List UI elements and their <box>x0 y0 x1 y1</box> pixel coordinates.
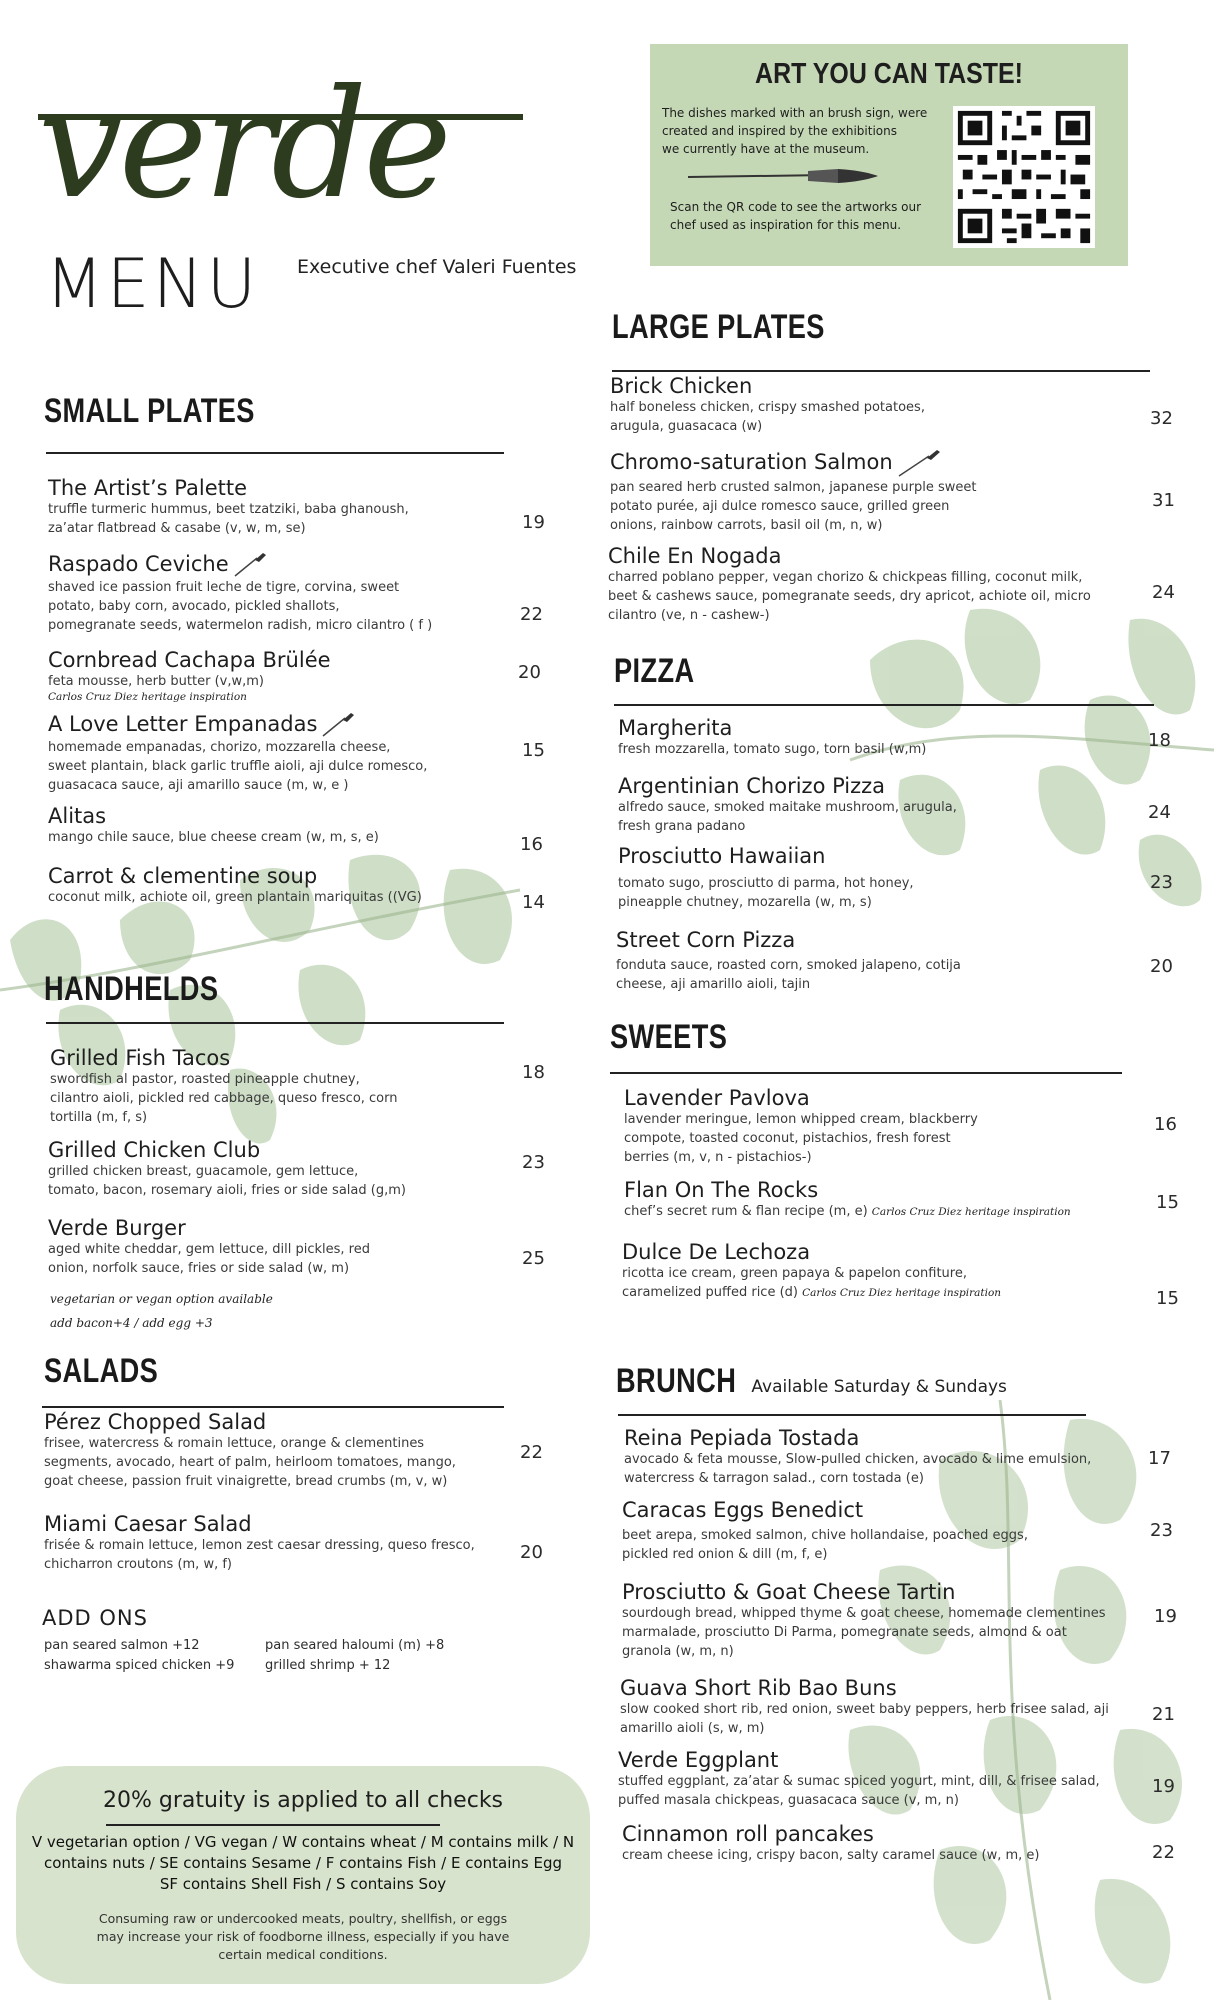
add-bacon-egg-note: add bacon+4 / add egg +3 <box>50 1316 213 1330</box>
menu-item: Alitas mango chile sauce, blue cheese cream (w, m, s, e) <box>48 804 379 845</box>
item-price: 16 <box>520 834 543 855</box>
item-price: 21 <box>1152 1704 1175 1725</box>
menu-item: Grilled Chicken Club grilled chicken breast, guacamole, gem lettuce, tomato, bacon, rosemary aioli, fries or side salad (g,m) <box>48 1138 406 1198</box>
menu-item: Prosciutto & Goat Cheese Tartin sourdough bread, whipped thyme & goat cheese, homemade clementines marmalade, prosciutto Di Parma, pomegranate seeds, almond & oat granola (w, m, n) <box>622 1580 1106 1659</box>
gratuity-rule <box>106 1824 440 1826</box>
addons-list-left: pan seared salmon +12 shawarma spiced chicken +9 <box>44 1638 235 1673</box>
item-price: 20 <box>520 1542 543 1563</box>
item-price: 22 <box>520 1442 543 1463</box>
pizza-rule <box>614 704 1154 706</box>
item-price: 32 <box>1150 408 1173 429</box>
sweets-rule <box>610 1072 1122 1074</box>
addons-heading: ADD ONS <box>42 1606 148 1630</box>
pizza-heading: PIZZA <box>614 652 695 690</box>
menu-item: Prosciutto Hawaiian tomato sugo, prosciutto di parma, hot honey, pineapple chutney, mozarella (w, m, s) <box>618 844 914 910</box>
item-price: 22 <box>1152 1842 1175 1863</box>
menu-item: Miami Caesar Salad frisée & romain lettuce, lemon zest caesar dressing, queso fresco, chicharron croutons (m, w, f) <box>44 1512 475 1572</box>
menu-item: Margherita fresh mozzarella, tomato sugo, torn basil (w,m) <box>618 716 927 757</box>
item-price: 15 <box>1156 1192 1179 1213</box>
menu-item: Pérez Chopped Salad frisee, watercress & romain lettuce, orange & clementines segments, avocado, heart of palm, heirloom tomatoes, mango, goat cheese, passion fruit vinaigrette, bread crumbs (m, v, w) <box>44 1410 456 1489</box>
brunch-header <box>616 1362 1007 1401</box>
item-price: 22 <box>520 604 543 625</box>
menu-item: Caracas Eggs Benedict beet arepa, smoked salmon, chive hollandaise, poached eggs, pickled red onion & dill (m, f, e) <box>622 1498 1028 1562</box>
menu-item: Chromo-saturation Salmon pan seared herb crusted salmon, japanese purple sweet potato purée, aji dulce romesco sauce, grilled green onions, rainbow carrots, basil oil (m, n, w) <box>610 450 977 533</box>
menu-item: Flan On The Rocks chef’s secret rum & flan recipe (m, e) Carlos Cruz Diez heritage inspiration <box>624 1178 1071 1219</box>
brunch-heading: BRUNCH <box>616 1362 737 1400</box>
chef-credit: Executive chef Valeri Fuentes <box>297 256 577 278</box>
brunch-rule <box>618 1414 1086 1416</box>
brunch-availability: Available Saturday & Sundays <box>751 1377 1007 1397</box>
item-price: 14 <box>522 892 545 913</box>
menu-item: The Artist’s Palette truffle turmeric hummus, beet tzatziki, baba ghanoush, za’atar flatbread & casabe (v, w, m, se) <box>48 476 409 536</box>
menu-item: Carrot & clementine soup coconut milk, achiote oil, green plantain mariquitas ((VG) <box>48 864 422 905</box>
item-price: 24 <box>1148 802 1171 823</box>
menu-item: Street Corn Pizza fonduta sauce, roasted corn, smoked jalapeno, cotija cheese, aji amarillo aioli, tajin <box>616 928 961 992</box>
menu-item: Brick Chicken half boneless chicken, crispy smashed potatoes, arugula, guasacaca (w) <box>610 374 925 434</box>
item-price: 15 <box>522 740 545 761</box>
menu-item: Argentinian Chorizo Pizza alfredo sauce, smoked maitake mushroom, arugula, fresh grana padano <box>618 774 957 834</box>
paintbrush-icon <box>897 448 941 478</box>
art-you-can-taste-panel <box>650 44 1128 266</box>
menu-title: MENU <box>45 245 260 324</box>
item-price: 25 <box>522 1248 545 1269</box>
menu-item: Raspado Ceviche shaved ice passion fruit leche de tigre, corvina, sweet potato, baby corn, avocado, pickled shallots, pomegranate seeds, watermelon radish, micro cilantro ( f ) <box>48 552 433 633</box>
item-price: 23 <box>1150 872 1173 893</box>
item-price: 17 <box>1148 1448 1171 1469</box>
menu-item: Chile En Nogada charred poblano pepper, vegan chorizo & chickpeas filling, coconut milk, beet & cashews sauce, pomegranate seeds, dry apricot, achiote oil, micro cilantro (ve, n - cashew-) <box>608 544 1091 623</box>
item-price: 16 <box>1154 1114 1177 1135</box>
handhelds-heading: HANDHELDS <box>44 970 219 1008</box>
menu-item: Grilled Fish Tacos swordfish al pastor, roasted pineapple chutney, cilantro aioli, pickled red cabbage, queso fresco, corn tortilla (m, f, s) <box>50 1046 398 1125</box>
small-plates-heading: SMALL PLATES <box>44 392 255 430</box>
item-price: 18 <box>1148 730 1171 751</box>
menu-item: Cinnamon roll pancakes cream cheese icing, crispy bacon, salty caramel sauce (w, m, e) <box>622 1822 1040 1863</box>
addons-list-right: pan seared haloumi (m) +8 grilled shrimp + 12 <box>265 1638 445 1673</box>
menu-item: Guava Short Rib Bao Buns slow cooked short rib, red onion, sweet baby peppers, herb frisee salad, aji amarillo aioli (s, w, m) <box>620 1676 1109 1736</box>
large-plates-rule <box>612 370 1150 372</box>
menu-item: A Love Letter Empanadas homemade empanadas, chorizo, mozzarella cheese, sweet plantain, black garlic truffle aioli, aji dulce romesco, guasacaca sauce, aji amarillo sauce (m, w, e ) <box>48 712 428 793</box>
menu-item: Verde Burger aged white cheddar, gem lettuce, dill pickles, red onion, norfolk sauce, fries or side salad (w, m) <box>48 1216 370 1276</box>
salads-heading: SALADS <box>44 1352 159 1390</box>
item-price: 19 <box>1152 1776 1175 1797</box>
item-price: 23 <box>522 1152 545 1173</box>
handhelds-rule <box>46 1022 504 1024</box>
item-price: 31 <box>1152 490 1175 511</box>
item-price: 18 <box>522 1062 545 1083</box>
art-description: The dishes marked with an brush sign, were created and inspired by the exhibitions we currently have at the museum. <box>662 106 928 156</box>
item-price: 15 <box>1156 1288 1179 1309</box>
item-price: 19 <box>1154 1606 1177 1627</box>
menu-item: Verde Eggplant stuffed eggplant, za’atar & sumac spiced yogurt, mint, dill, & frisee salad, puffed masala chickpeas, guasacaca sauce (v, m, n) <box>618 1748 1100 1808</box>
menu-item: Cornbread Cachapa Brülée feta mousse, herb butter (v,w,m) Carlos Cruz Diez heritage inspiration <box>48 648 331 703</box>
brand-name: verde <box>38 58 449 232</box>
health-warning: Consuming raw or undercooked meats, poultry, shellfish, or eggs may increase your risk of foodborne illness, especially if you have certain medical conditions. <box>96 1911 510 1962</box>
small-plates-rule <box>46 452 504 454</box>
vegetarian-note: vegetarian or vegan option available <box>50 1292 273 1306</box>
allergen-legend: V vegetarian option / VG vegan / W contains wheat / M contains milk / N contains nuts / SE contains Sesame / F contains Fish / E contains Egg SF contains Shell Fish / S contains Soy <box>31 1833 575 1893</box>
menu-item: Reina Pepiada Tostada avocado & feta mousse, Slow-pulled chicken, avocado & lime emulsion, watercress & tarragon salad., corn tostada (e) <box>624 1426 1092 1486</box>
item-price: 19 <box>522 512 545 533</box>
item-price: 20 <box>518 662 541 683</box>
art-scan-instructions: Scan the QR code to see the artworks our chef used as inspiration for this menu. <box>670 200 922 232</box>
gratuity-panel <box>16 1766 590 1984</box>
item-price: 20 <box>1150 956 1173 977</box>
salads-rule <box>42 1406 504 1408</box>
paintbrush-icon <box>688 166 878 186</box>
qr-code-icon[interactable] <box>953 106 1095 248</box>
menu-item: Lavender Pavlova lavender meringue, lemon whipped cream, blackberry compote, toasted coconut, pistachios, fresh forest berries (m, v, n - pistachios-) <box>624 1086 978 1165</box>
menu-item: Dulce De Lechoza ricotta ice cream, green papaya & papelon confiture, caramelized puffed rice (d) Carlos Cruz Diez heritage inspiration <box>622 1240 1002 1300</box>
art-title: ART YOU CAN TASTE! <box>755 58 1023 90</box>
item-price: 24 <box>1152 582 1175 603</box>
paintbrush-icon <box>321 712 355 738</box>
large-plates-heading: LARGE PLATES <box>612 308 825 346</box>
item-price: 23 <box>1150 1520 1173 1541</box>
gratuity-title: 20% gratuity is applied to all checks <box>102 1788 504 1813</box>
sweets-heading: SWEETS <box>610 1018 728 1056</box>
paintbrush-icon <box>233 552 267 578</box>
